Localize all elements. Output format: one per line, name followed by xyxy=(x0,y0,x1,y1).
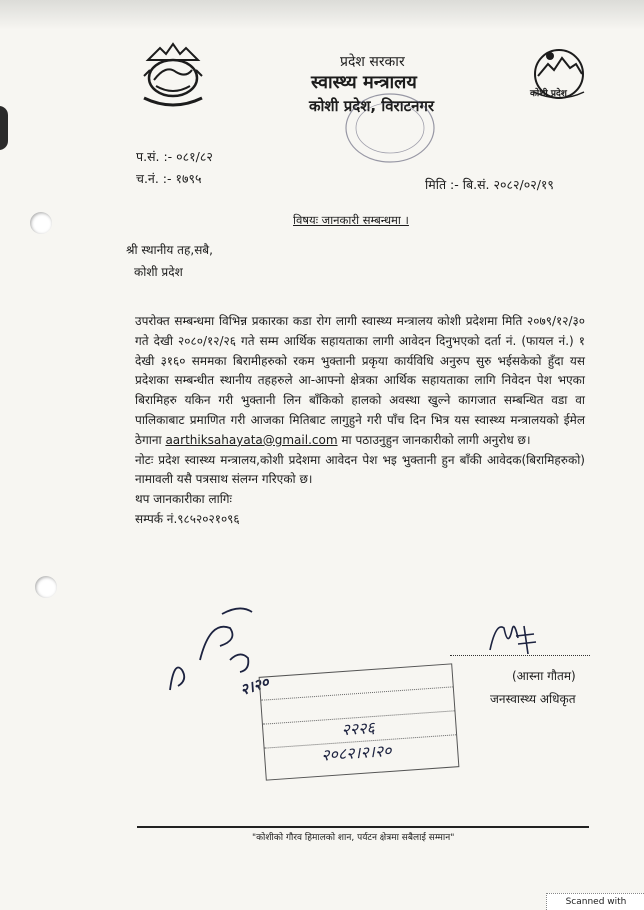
more-info-label: थप जानकारीका लागिः xyxy=(135,492,232,507)
reference-number: प.सं. :- ०८१/८२ xyxy=(136,149,213,164)
signatory-title: जनस्वास्थ्य अधिकृत xyxy=(490,692,576,706)
email-address: aarthiksahayata@gmail.com xyxy=(165,432,338,447)
letter-date: मिति :- बि.सं. २०८२/०२/१९ xyxy=(425,177,554,192)
signature-line xyxy=(450,655,590,656)
header-government: प्रदेश सरकार xyxy=(340,54,405,70)
stamp-registration-number: २२२६ xyxy=(340,717,376,740)
handwritten-date: २।२० xyxy=(237,672,272,700)
logo-caption: कोशी प्रदेश xyxy=(530,89,567,99)
body-paragraph xyxy=(135,312,585,451)
note-paragraph: नोटः प्रदेश स्वास्थ्य मन्त्रालय,कोशी प्रदेशमा आवेदन पेश भइ भुक्तानी हुन बाँकी आवेदक(बिरामिहरुको) नामावली यसै पत्रसाथ संलग्न गरिएको छ। xyxy=(135,452,585,487)
footer-motto: "कोशीको गौरव हिमालको शान, पर्यटन क्षेत्रमा सबैलाई सम्मान" xyxy=(252,833,455,843)
punch-hole-bottom xyxy=(35,576,57,598)
signature-scribble xyxy=(484,618,540,658)
letter-body xyxy=(135,312,585,530)
punch-hole-top xyxy=(30,212,52,234)
header-ministry: स्वास्थ्य मन्त्रालय xyxy=(311,72,417,93)
scanned-with-badge: Scanned with xyxy=(546,893,644,910)
government-emblem-icon xyxy=(136,40,210,110)
office-round-stamp xyxy=(340,88,440,168)
stamp-registration-date: २०८२।२।२० xyxy=(320,740,393,765)
binder-clip xyxy=(0,106,8,150)
body-paragraph-end: मा पठाउनुहुन जानकारीको लागी अनुरोध छ। xyxy=(337,432,531,447)
addressee-line-2: कोशी प्रदेश xyxy=(134,265,183,279)
dispatch-number: च.नं. :- १७९५ xyxy=(136,171,202,186)
contact-number: सम्पर्क नं.९८५२०२१०९६ xyxy=(135,511,240,526)
subject-line: विषयः जानकारी सम्बन्धमा । xyxy=(293,213,409,227)
addressee-line-1: श्री स्थानीय तह,सबै, xyxy=(126,243,213,257)
registration-stamp xyxy=(259,663,460,780)
footer-rule xyxy=(137,826,589,828)
header-office-address: कोशी प्रदेश, विराटनगर xyxy=(309,97,435,115)
signatory-name: (आस्ना गौतम) xyxy=(512,669,576,683)
scan-shadow xyxy=(0,0,644,30)
body-paragraph-text: उपरोक्त सम्बन्धमा विभिन्न प्रकारका कडा रोग लागी स्वास्थ्य मन्त्रालय कोशी प्रदेशमा मिति २०७९/१२/३० गते देखी २०८०/१२/२६ गते सम्म आर्थिक सहायताका लागी आवेदन दिनुभएको दर्ता नं. (फायल नं.) १ देखी ३१६० सममका बिरामीहरुको रकम भुक्तानी प्रकृया कार्यविधि अनुरुप सुरु भईसकेको हुँदा यस प्रदेशका सम्बन्धीत स्थानीय तहहरुले आ-आफ्नो क्षेत्रका आर्थिक सहायताका लागि निवेदन पेश भएका बिरामिहरु यकिन गरी भुक्तानी लिन बाँकिको हालको अवस्था खुल्ने कागजात सम्बन्धित वडा वा पालिकाबाट प्रमाणित गरी आजका मितिबाट लागुहुने गरी पाँच दिन भित्र यस स्वास्थ्य मन्त्रालयको ईमेल ठेगाना xyxy=(135,314,585,447)
